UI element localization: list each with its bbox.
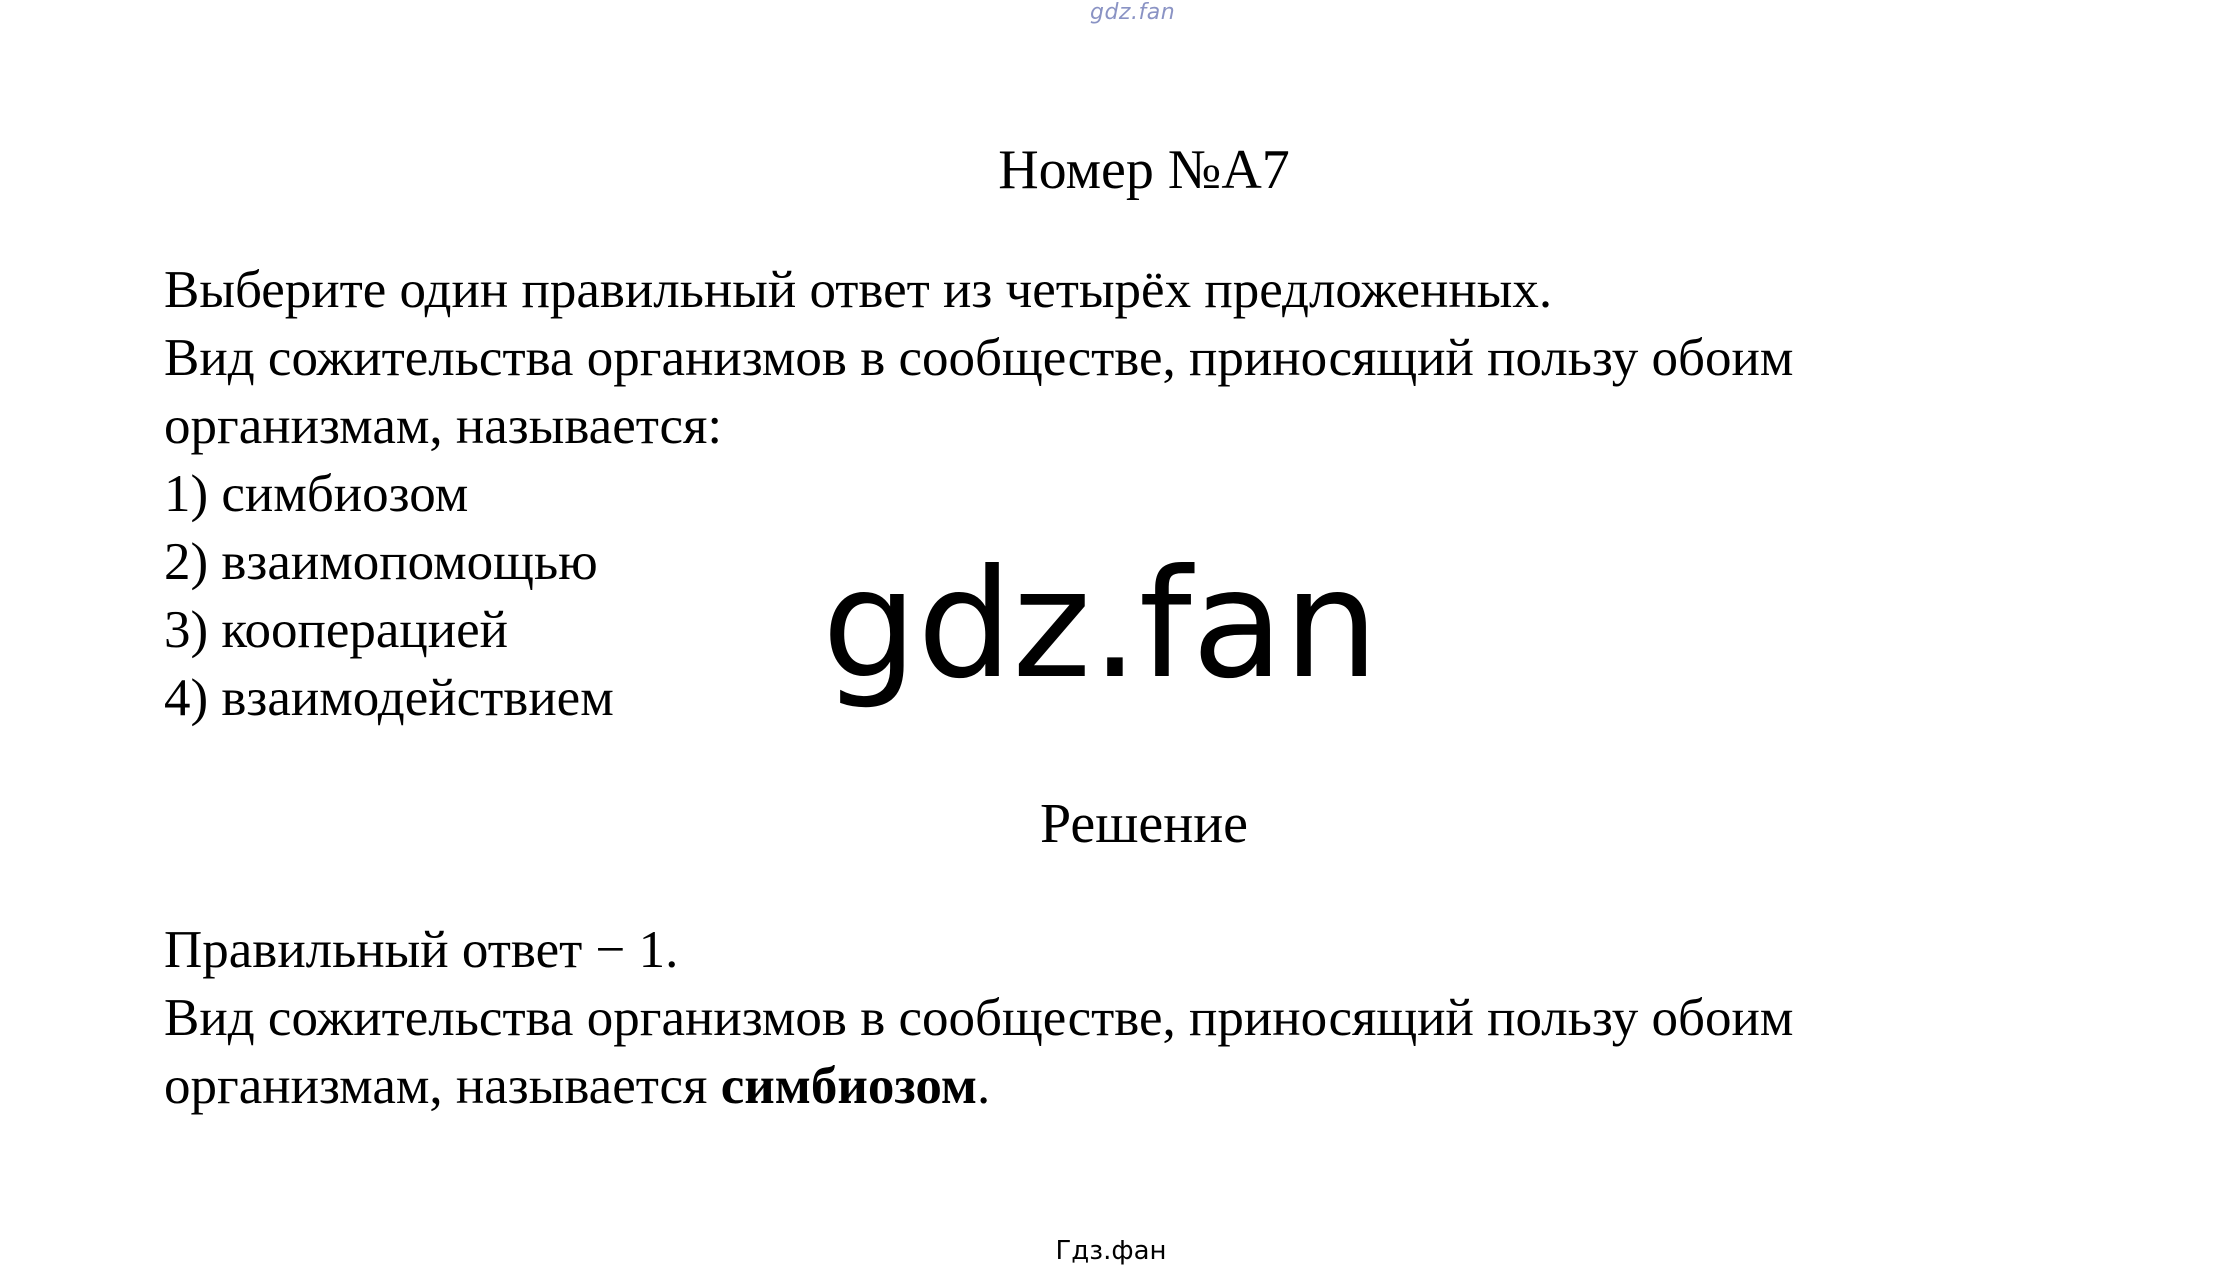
explanation-prefix: организмам, называется [164,1057,721,1115]
task-question-line-2: организмам, называется: [164,397,723,455]
center-watermark: gdz.fan [822,538,1379,712]
answer-line: Правильный ответ − 1. [164,921,679,979]
task-instruction: Выберите один правильный ответ из четырёх предложенных. [164,261,1553,319]
option-3: 3) кооперацией [164,601,508,659]
explanation-answer-bold: симбиозом [720,1057,977,1115]
footer-watermark: Гдз.фан [1055,1236,1167,1266]
page-title: Номер №А7 [998,139,1290,201]
explanation-line-2 [164,1052,2064,1120]
option-4: 4) взаимодействием [164,669,614,727]
answer-block [164,916,2064,1120]
option-1: 1) симбиозом [164,465,469,523]
explanation-suffix: . [976,1057,991,1115]
option-2: 2) взаимопомощью [164,533,598,591]
top-watermark-text: gdz.fan [1090,0,1176,25]
solution-heading: Решение [1039,793,1249,855]
task-question-line-1: Вид сожительства организмов в сообществе, приносящий пользу обоим [164,329,1794,387]
explanation-line-1: Вид сожительства организмов в сообществе, приносящий пользу обоим [164,989,1794,1047]
